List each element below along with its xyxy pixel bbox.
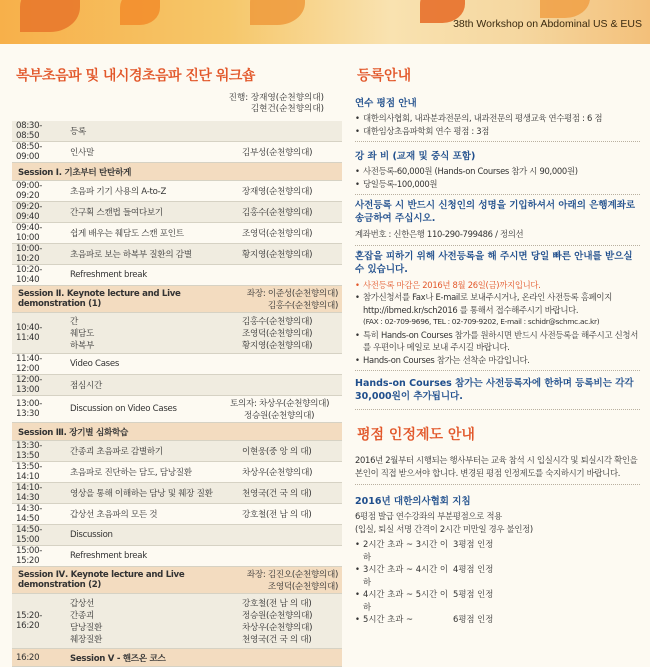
registration-url: http://ibmed.kr/sch2016 를 통해서 접수해주시기 바랍니다.	[363, 304, 579, 315]
program-table	[12, 121, 342, 667]
table-row: 08:30-08:50 등록	[12, 121, 342, 142]
table-row: 08:50-09:00 인사말 김부성(순천향의대)	[12, 142, 342, 163]
bank-heading: 사전등록 시 반드시 신청인의 성명을 기입하셔서 아래의 은행계좌로 송금하여 주십시오.	[355, 200, 636, 224]
table-row: 14:30-14:50 갑상선 초음파의 모든 것 강호철(전 남 의 대)	[12, 504, 342, 525]
host-info	[12, 93, 342, 115]
table-row: 13:30-13:50 간종괴 초음파로 감별하기 이현웅(중 앙 의 대)	[12, 441, 342, 462]
table-row: 12:00-13:00 점심시간	[12, 375, 342, 396]
level-row: • 4시간 초과 ~ 5시간 이하 5평점 인정	[355, 589, 494, 612]
table-row: 15:20-16:20 갑상선 간종괴 담낭질환 췌장질환 강호철(전 남 의 대) 정승원(순천향의대) 차상우(순천향의대) 천영국(건 국 의 대)	[12, 594, 342, 649]
host-name-2: 김현건(순천향의대)	[250, 104, 324, 114]
guide-text-2: (입실, 퇴실 서명 간격이 2시간 미만일 경우 불인정)	[355, 523, 533, 534]
notice-block: 혼잡을 피하기 위해 사전등록을 해 주시면 당일 빠른 안내를 받으실 수 있습니다. • 사전등록 마감은 2016년 8월 26일(금)까지입니다. • 참가신청서를 Fax나 E-mail로 보내주시거나, 온라인 사전등록 홈페이지 http://ibmed.kr/sch2016 를 통해서 접수해주시기 바랍니다. (FAX : 02-709-9696, TEL : 02-709-9202, E-mail : schidr@schmc.ac.kr) • 특히 Hands-on Courses 참가를 원하시면 반드시 사전등록을 해주시고 신청서를 우편이나 메일로 보내 주시길 바랍니다. • Hands-on Courses 참가는 선착순 마감입니다.	[355, 250, 640, 372]
program-title: 복부초음파 및 내시경초음파 진단 워크숍	[16, 68, 255, 84]
level-row: • 2시간 초과 ~ 3시간 이하 3평점 인정	[355, 539, 494, 562]
session-header: 16:20 Session Ⅴ - 핸즈온 코스	[12, 649, 342, 667]
table-row: 14:50-15:00 Discussion	[12, 525, 342, 546]
contact-info: (FAX : 02-709-9696, TEL : 02-709-9202, E-mail : schidr@schmc.ac.kr)	[363, 317, 600, 326]
registration-title: 등록안내	[357, 68, 412, 84]
level-row: • 5시간 초과 ~ 6평점 인정	[355, 614, 494, 624]
session-header: Session Ⅱ. Keynote lecture and Live demonstration (1) 좌장: 이준성(순천향의대) 김홍수(순천향의대)	[12, 286, 342, 313]
registration-column	[355, 55, 640, 626]
deadline-text: 사전등록 마감은 2016년 8월 26일(금)까지입니다.	[363, 279, 541, 290]
fee-heading: 강 좌 비 (교재 및 중식 포함)	[355, 151, 476, 162]
program-column	[12, 55, 342, 667]
table-row: 10:40-11:40 간 췌담도 하복부 김홍수(순천향의대) 조영덕(순천향의대) 황지영(순천향의대)	[12, 313, 342, 354]
cert-paragraph: 2016년 2월부터 시행되는 행사부터는 교육 참석 시 입실시각 및 퇴실시각 확인을 본인이 직접 받으셔야 합니다. 변경된 평점 인정제도를 숙지하시기 바랍니다.	[355, 454, 640, 485]
table-row: 13:00-13:30 Discussion on Video Cases 토의자: 차상우(순천향의대) 정승원(순천향의대)	[12, 396, 342, 423]
table-row: 09:00-09:20 초음파 기기 사용의 A-to-Z 장재영(순천향의대)	[12, 181, 342, 202]
leaf-decoration	[20, 0, 80, 32]
header-banner	[0, 0, 650, 44]
banner-title: 38th Workshop on Abdominal US & EUS	[453, 18, 642, 30]
session-header: Session Ⅳ. Keynote lecture and Live demonstration (2) 좌장: 김진오(순천향의대) 조영덕(순천향의대)	[12, 567, 342, 594]
table-row: 11:40-12:00 Video Cases	[12, 354, 342, 375]
guide-text-1: 6평점 발급 연수강좌의 부분평점으로 적용	[355, 511, 502, 521]
notice-heading: 혼잡을 피하기 위해 사전등록을 해 주시면 당일 빠른 안내를 받으실 수 있습니다.	[355, 250, 633, 275]
table-row: 09:20-09:40 간구획 스캔법 들여다보기 김홍수(순천향의대)	[12, 202, 342, 223]
fee-block: 강 좌 비 (교재 및 중식 포함) • 사전등록-60,000원 (Hands-on Courses 참가 시 90,000원) • 당일등록-100,000원	[355, 148, 640, 195]
table-row: 15:00-15:20 Refreshment break	[12, 546, 342, 567]
host-label: 진행: 장재영(순천향의대)	[228, 93, 324, 103]
cert-title: 평점 인정제도 안내	[357, 427, 475, 443]
guide-heading: 2016년 대한의사협회 지침	[355, 496, 471, 507]
session-header: Session Ⅲ. 장기별 심화학습	[12, 423, 342, 441]
leaf-decoration	[120, 0, 160, 25]
bank-account: 계좌번호 : 신한은행 110-290-799486 / 정의선	[355, 229, 524, 239]
level-row: • 3시간 초과 ~ 4시간 이하 4평점 인정	[355, 564, 494, 587]
leaf-decoration	[540, 0, 590, 18]
table-row: 10:20-10:40 Refreshment break	[12, 265, 342, 286]
table-row: 13:50-14:10 초음파로 진단하는 담도, 담낭질환 차상우(순천향의대)	[12, 462, 342, 483]
table-row: 10:00-10:20 초음파로 보는 하복부 질환의 감별 황지영(순천향의대)	[12, 244, 342, 265]
table-row: 09:40-10:00 쉽게 배우는 췌담도 스캔 포인트 조영덕(순천향의대)	[12, 223, 342, 244]
hands-on-notice: Hands-on Courses 참가는 사전등록자에 한하며 등록비는 각각 30,000원이 추가됩니다.	[355, 377, 640, 410]
session-header: Session Ⅰ. 기초부터 탄탄하게	[12, 163, 342, 181]
leaf-decoration	[250, 0, 305, 25]
credit-block: 연수 평점 안내 • 대한의사협회, 내과분과전문의, 내과전문의 평생교육 연수평점 : 6 점 • 대한임상초음파학회 연수 평점 : 3점	[355, 95, 640, 142]
credit-heading: 연수 평점 안내	[355, 98, 417, 109]
bank-block	[355, 199, 640, 246]
table-row: 14:10-14:30 영상을 통해 이해하는 담낭 및 췌장 질환 천영국(건 국 의 대)	[12, 483, 342, 504]
